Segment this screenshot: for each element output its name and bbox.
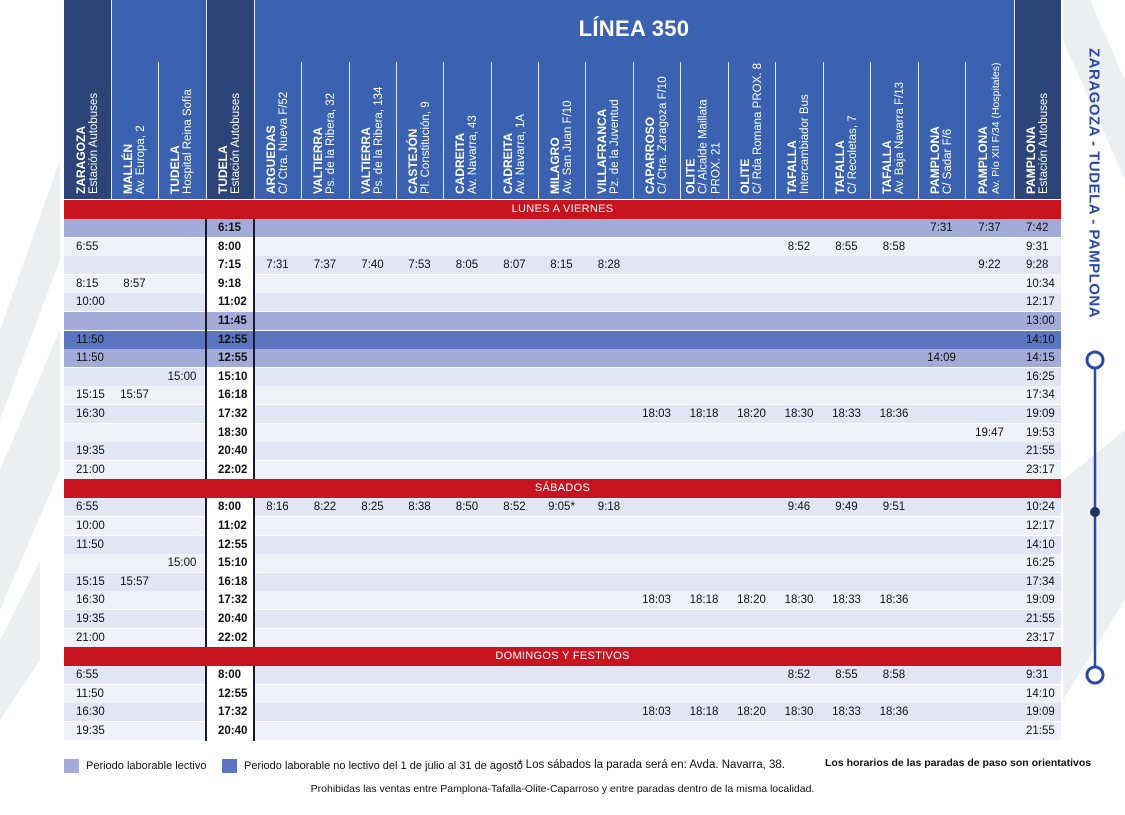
- time-cell: 10:00: [76, 520, 105, 532]
- table-row: [64, 498, 1061, 516]
- time-cell: 12:55: [218, 333, 248, 346]
- time-cell: 19:35: [76, 725, 105, 737]
- stop-label: [122, 125, 148, 194]
- time-cell: 8:28: [597, 259, 621, 272]
- time-cell: 20:40: [218, 725, 248, 737]
- stop-town: TAFALLA: [832, 140, 847, 194]
- time-cell: 11:02: [218, 296, 247, 309]
- time-cell: 13:00: [1026, 315, 1055, 327]
- legend-orientative-note: Los horarios de las paradas de paso son orientativos: [825, 757, 1092, 769]
- stop-place: Pz. de la Juventud: [609, 99, 621, 194]
- time-cell: 8:58: [882, 669, 906, 682]
- stop-place: Av. Baja Navarra F/13: [894, 81, 906, 194]
- stop-place: C/ Alcalde Maillata: [697, 99, 710, 194]
- stop-header-13: [680, 62, 728, 199]
- tudela-column-border: [253, 666, 255, 740]
- time-cell: 10:24: [1026, 501, 1055, 514]
- stop-header-15: [775, 62, 823, 199]
- time-cell: 14:10: [1026, 538, 1055, 551]
- stop-header-17: [870, 62, 918, 199]
- time-cell: 7:37: [978, 222, 1001, 234]
- time-cell: 9:05*: [548, 501, 575, 514]
- time-cell: 19:53: [1026, 426, 1055, 439]
- line-title: LÍNEA 350: [578, 16, 690, 41]
- stop-town: ARGUEDAS: [263, 125, 278, 194]
- time-cell: 19:09: [1026, 594, 1055, 607]
- time-cell: 22:02: [218, 463, 248, 476]
- time-cell: 12:17: [1026, 520, 1055, 532]
- stop-header-19: [965, 62, 1014, 199]
- header-divider: [918, 62, 919, 199]
- time-cell: 12:17: [1026, 296, 1055, 309]
- stop-town: CASTEJÓN: [405, 128, 420, 194]
- time-cell: 16:18: [218, 389, 248, 402]
- time-cell: 17:34: [1026, 575, 1055, 588]
- time-cell: 9:49: [835, 501, 858, 514]
- time-cell: 17:32: [218, 706, 248, 719]
- stop-label: [454, 115, 480, 194]
- stop-header-7: [396, 62, 443, 199]
- header-divider: [111, 0, 112, 199]
- stop-label: [1025, 93, 1051, 194]
- stop-header-5: [301, 62, 349, 199]
- header-divider: [158, 62, 159, 199]
- route-start-node-icon: [1087, 352, 1103, 368]
- time-cell: 15:10: [218, 370, 248, 383]
- header-top-band: [111, 0, 206, 62]
- tudela-column-border: [205, 498, 207, 647]
- stop-town: CADREITA: [500, 132, 515, 194]
- time-cell: 6:55: [76, 501, 99, 514]
- stop-header-9: [491, 62, 538, 199]
- time-cell: 23:17: [1026, 463, 1055, 476]
- time-cell: 18:03: [642, 594, 671, 607]
- stop-place: Av. Navarra, 43: [467, 115, 479, 194]
- legend-lectivo-label: Periodo laborable lectivo: [86, 760, 207, 772]
- time-cell: 8:50: [455, 501, 479, 514]
- time-cell: 18:33: [832, 706, 861, 719]
- time-cell: 7:40: [361, 259, 384, 272]
- stop-town: MILAGRO: [547, 137, 562, 194]
- stop-place: Av. Europa, 2: [134, 125, 147, 194]
- time-cell: 8:07: [503, 259, 526, 272]
- time-cell: 9:46: [787, 501, 811, 514]
- time-cell: 7:15: [218, 259, 242, 272]
- table-row: [64, 685, 1061, 703]
- header-divider: [1014, 0, 1015, 199]
- stop-town: CAPARROSO: [642, 116, 657, 194]
- time-cell: 18:30: [784, 408, 814, 420]
- time-cell: 18:18: [689, 706, 719, 719]
- time-cell: 6:15: [218, 222, 242, 234]
- time-cell: 8:52: [503, 501, 526, 514]
- stop-place-extra: PROX. 21: [710, 142, 723, 194]
- time-cell: 8:00: [218, 669, 242, 682]
- stop-label: [644, 76, 670, 194]
- stop-header-2: [158, 62, 206, 199]
- time-cell: 11:02: [218, 520, 247, 532]
- table-row: [64, 573, 1061, 591]
- table-row: [64, 461, 1061, 479]
- time-cell: 22:02: [218, 631, 248, 644]
- time-cell: 8:25: [361, 501, 384, 514]
- time-cell: 8:16: [266, 501, 289, 514]
- time-cell: 12:55: [218, 352, 248, 365]
- stop-label: [739, 63, 765, 194]
- stop-place: C/ Ctra. Nueva F/52: [277, 91, 290, 194]
- table-row: [64, 219, 1061, 237]
- table-row: [64, 610, 1061, 628]
- time-cell: 18:20: [737, 706, 766, 719]
- tudela-column-border: [205, 219, 207, 479]
- stop-header-8: [443, 62, 491, 199]
- stop-place: C/ Rda Romana PROX. 8: [751, 62, 764, 194]
- time-cell: 19:35: [76, 613, 105, 625]
- stop-label: [265, 92, 291, 194]
- stop-town: VALTIERRA: [311, 127, 325, 194]
- stop-header-0: [64, 0, 111, 199]
- stop-place: Av. San Juan F/10: [561, 100, 574, 194]
- table-row: [64, 591, 1061, 609]
- stop-town: PAMPLONA: [975, 126, 990, 194]
- stop-label: [929, 126, 955, 194]
- route-title: ZARAGOZA - TUDELA - PAMPLONA: [1085, 48, 1103, 319]
- time-cell: 23:17: [1026, 631, 1055, 644]
- time-cell: 7:53: [408, 259, 431, 272]
- header-divider: [443, 62, 444, 199]
- time-cell: 15:57: [120, 575, 149, 588]
- stop-place: Av. Navarra, 1A: [514, 113, 527, 194]
- stop-town: OLITE: [737, 158, 752, 194]
- time-cell: 11:50: [76, 333, 104, 346]
- stop-header-14: [728, 62, 775, 199]
- time-cell: 6:55: [76, 669, 99, 682]
- time-cell: 21:55: [1026, 613, 1055, 625]
- stop-label: [685, 99, 724, 194]
- header-divider: [680, 62, 681, 199]
- time-cell: 16:25: [1026, 557, 1055, 570]
- stop-label: [596, 99, 622, 194]
- header-divider: [775, 62, 776, 199]
- header-divider: [870, 62, 871, 199]
- time-cell: 9:28: [1026, 259, 1049, 272]
- time-cell: 15:57: [120, 389, 149, 402]
- time-cell: 8:05: [455, 259, 479, 272]
- stop-place: Av. Pío XII F/34 (Hospitales): [989, 62, 1002, 194]
- time-cell: 14:09: [927, 352, 956, 365]
- stop-label: [786, 94, 812, 194]
- stop-place: Estación Autobuses: [1037, 92, 1050, 194]
- time-cell: 16:30: [76, 594, 105, 607]
- header-divider: [965, 62, 966, 199]
- stop-place: C/ Sadar F/6: [941, 128, 954, 194]
- time-cell: 19:09: [1026, 706, 1055, 719]
- time-cell: 9:18: [597, 501, 621, 514]
- stop-header-20: [1014, 0, 1061, 199]
- time-cell: 21:55: [1026, 725, 1055, 737]
- time-cell: 8:22: [313, 501, 337, 514]
- stop-place: Pl. Constitución, 9: [419, 101, 432, 194]
- time-cell: 16:25: [1026, 370, 1055, 383]
- time-cell: 11:50: [76, 687, 104, 700]
- stop-label: [75, 93, 101, 194]
- header-divider: [396, 62, 397, 199]
- time-cell: 21:00: [76, 463, 105, 476]
- time-cell: 17:34: [1026, 389, 1055, 402]
- time-cell: 9:22: [978, 259, 1001, 272]
- table-row: [64, 275, 1061, 293]
- time-cell: 15:15: [76, 389, 105, 402]
- table-row: [64, 703, 1061, 721]
- time-cell: 12:55: [218, 538, 248, 551]
- time-cell: 8:55: [835, 669, 858, 682]
- time-cell: 11:50: [76, 352, 104, 365]
- stop-header-12: [633, 62, 680, 199]
- stop-header-1: [111, 62, 158, 199]
- stop-header-3: [206, 0, 254, 199]
- time-cell: 8:52: [787, 669, 811, 682]
- time-cell: 14:10: [1026, 333, 1055, 346]
- header-divider: [491, 62, 492, 199]
- time-cell: 18:20: [737, 594, 766, 607]
- time-cell: 8:58: [882, 240, 906, 253]
- stop-place: C/ Recoletas, 7: [846, 115, 859, 194]
- time-cell: 8:55: [835, 240, 858, 253]
- legend-no-lectivo-label: Periodo laborable no lectivo del 1 de julio al 31 de agosto: [244, 760, 523, 772]
- time-cell: 10:00: [76, 296, 105, 309]
- time-cell: 21:00: [76, 631, 105, 644]
- time-cell: 8:15: [76, 277, 99, 290]
- header-divider: [728, 62, 729, 199]
- stop-town: PAMPLONA: [927, 126, 942, 194]
- stop-place: Ps. de la Ribera, 134: [372, 86, 385, 194]
- stop-header-10: [538, 62, 585, 199]
- stop-header-18: [918, 62, 965, 199]
- stop-place: Estación Autobuses: [87, 92, 100, 194]
- stop-place: Hospital Reina Sofía: [182, 89, 194, 194]
- stop-town: TUDELA: [216, 145, 230, 194]
- time-cell: 11:45: [218, 315, 247, 327]
- time-cell: 7:31: [266, 259, 289, 272]
- route-line-graphic: [1080, 350, 1110, 690]
- time-cell: 7:37: [313, 259, 337, 272]
- stop-town: TAFALLA: [880, 140, 894, 194]
- header-divider: [206, 0, 207, 199]
- time-cell: 18:36: [879, 706, 909, 719]
- stop-header-16: [823, 62, 870, 199]
- legend-saturday-note: * Los sábados la parada será en: Avda. Navarra, 38.: [518, 759, 786, 771]
- stop-label: [407, 101, 433, 194]
- stop-town: VILLAFRANCA: [595, 108, 609, 194]
- table-row: [64, 405, 1061, 423]
- time-cell: 16:30: [76, 706, 105, 719]
- time-cell: 20:40: [218, 445, 248, 458]
- time-cell: 18:18: [689, 594, 719, 607]
- time-cell: 19:47: [975, 426, 1004, 439]
- table-row: [64, 238, 1061, 256]
- route-end-node-icon: [1087, 667, 1103, 683]
- table-row: [64, 424, 1061, 442]
- table-row: [64, 517, 1061, 535]
- time-cell: 12:55: [218, 687, 248, 700]
- stop-place: Ps. de la Ribera, 32: [325, 92, 337, 194]
- table-row: [64, 386, 1061, 404]
- section-header: LUNES A VIERNES: [64, 200, 1061, 219]
- stop-town: PAMPLONA: [1023, 126, 1038, 194]
- stop-place: C/ Ctra. Zaragoza F/10: [656, 76, 669, 194]
- stop-town: TAFALLA: [785, 140, 799, 194]
- time-cell: 6:55: [76, 240, 99, 253]
- stop-label: [977, 63, 1003, 195]
- table-row: [64, 722, 1061, 740]
- header-divider: [823, 62, 824, 199]
- tudela-column-border: [205, 666, 207, 740]
- stop-label: [169, 89, 195, 194]
- time-cell: 16:30: [76, 408, 105, 420]
- time-cell: 17:32: [218, 408, 248, 420]
- stop-label: [881, 82, 907, 194]
- time-cell: 18:20: [737, 408, 766, 420]
- time-cell: 18:30: [784, 594, 814, 607]
- stop-town: VALTIERRA: [358, 127, 373, 194]
- table-row: [64, 666, 1061, 684]
- tudela-column-border: [253, 219, 255, 479]
- time-cell: 19:35: [76, 445, 105, 458]
- table-row: [64, 331, 1061, 349]
- stop-town: ZARAGOZA: [73, 126, 88, 194]
- time-cell: 18:30: [784, 706, 814, 719]
- time-cell: 18:30: [218, 426, 248, 439]
- time-cell: 8:38: [408, 501, 431, 514]
- section-header: DOMINGOS Y FESTIVOS: [64, 647, 1061, 666]
- time-cell: 18:18: [689, 408, 719, 420]
- stop-label: [502, 114, 528, 194]
- stop-town: OLITE: [683, 158, 698, 194]
- table-row: [64, 349, 1061, 367]
- stop-header-4: [254, 62, 301, 199]
- table-row: [64, 536, 1061, 554]
- time-cell: 8:52: [787, 240, 811, 253]
- header-divider: [633, 62, 634, 199]
- time-cell: 8:15: [550, 259, 573, 272]
- time-cell: 8:00: [218, 501, 242, 514]
- time-cell: 7:31: [930, 222, 953, 234]
- time-cell: 19:09: [1026, 408, 1055, 420]
- header-divider: [349, 62, 350, 199]
- table-row: [64, 256, 1061, 274]
- time-cell: 17:32: [218, 594, 248, 607]
- stop-label: [360, 87, 386, 194]
- time-cell: 15:00: [167, 557, 197, 570]
- stop-town: TUDELA: [168, 145, 182, 194]
- time-cell: 8:00: [218, 240, 242, 253]
- time-cell: 10:34: [1026, 277, 1055, 290]
- time-cell: 7:42: [1026, 222, 1049, 234]
- stop-header-6: [349, 62, 396, 199]
- table-row: [64, 554, 1061, 572]
- table-row: [64, 312, 1061, 330]
- table-row: [64, 442, 1061, 460]
- stop-place: Intercambiador Bus: [799, 94, 811, 194]
- header-divider: [538, 62, 539, 199]
- time-cell: 21:55: [1026, 445, 1055, 458]
- time-cell: 9:31: [1026, 669, 1049, 682]
- time-cell: 8:57: [123, 277, 146, 290]
- time-cell: 15:10: [218, 557, 248, 570]
- footer-note: Prohibidas las ventas entre Pamplona-Tafalla-Olite-Caparroso y entre paradas dentro de la misma localidad.: [310, 783, 815, 795]
- time-cell: 15:15: [76, 575, 105, 588]
- stop-town: CADREITA: [453, 132, 467, 194]
- time-cell: 16:18: [218, 575, 248, 588]
- time-cell: 15:00: [167, 370, 197, 383]
- header-divider: [301, 62, 302, 199]
- time-cell: 20:40: [218, 613, 248, 625]
- route-middle-node-icon: [1090, 507, 1100, 517]
- section-header: SÁBADOS: [64, 479, 1061, 498]
- time-cell: 18:03: [642, 408, 671, 420]
- table-row: [64, 293, 1061, 311]
- time-cell: 18:03: [642, 706, 671, 719]
- stop-label: [834, 115, 860, 194]
- time-cell: 14:10: [1026, 687, 1055, 700]
- table-row: [64, 368, 1061, 386]
- time-cell: 14:15: [1026, 352, 1055, 365]
- table-row: [64, 629, 1061, 647]
- time-cell: 9:51: [882, 501, 906, 514]
- stop-place: Estación Autobuses: [230, 92, 242, 194]
- time-cell: 18:33: [832, 408, 861, 420]
- stop-label: [549, 100, 575, 194]
- stop-header-11: [585, 62, 633, 199]
- time-cell: 18:36: [879, 594, 909, 607]
- time-cell: 9:18: [218, 277, 242, 290]
- tudela-column-border: [253, 498, 255, 647]
- legend-lectivo-swatch: [64, 759, 79, 773]
- time-cell: 9:31: [1026, 240, 1049, 253]
- stop-town: MALLÉN: [120, 144, 135, 194]
- time-cell: 18:36: [879, 408, 909, 420]
- stop-label: [312, 93, 338, 194]
- time-cell: 18:33: [832, 594, 861, 607]
- header-divider: [585, 62, 586, 199]
- time-cell: 11:50: [76, 538, 104, 551]
- legend-no-lectivo-swatch: [222, 759, 237, 773]
- stop-label: [217, 93, 243, 194]
